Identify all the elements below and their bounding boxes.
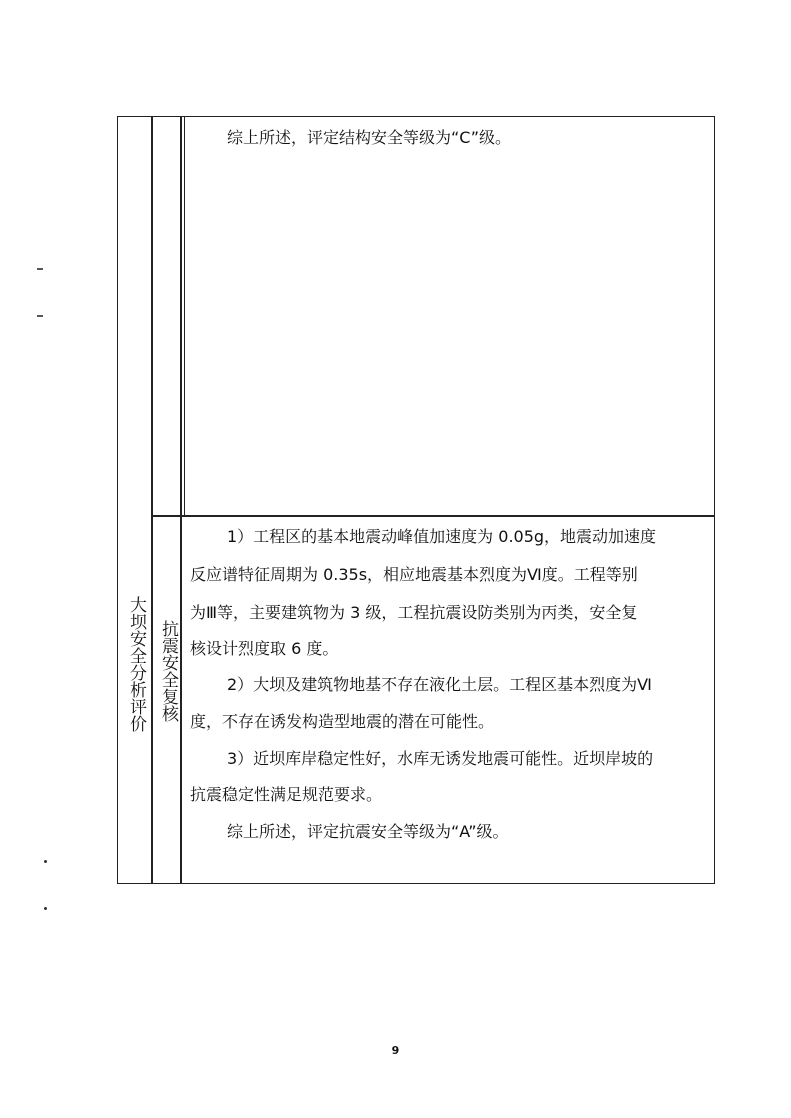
subsection-label: 抗震安全复核 (158, 620, 178, 722)
paragraph-line: 1）工程区的基本地震动峰值加速度为 0.05g，地震动加速度 (227, 527, 657, 546)
scan-mark (44, 907, 47, 910)
conclusion-paragraph: 综上所述，评定结构安全等级为“C”级。 (227, 128, 512, 147)
paragraph-line: 度，不存在诱发构造型地震的潜在可能性。 (190, 712, 495, 731)
page-number: 9 (391, 1044, 400, 1057)
paragraph-line: 抗震稳定性满足规范要求。 (190, 785, 383, 804)
scan-mark (37, 268, 43, 270)
scan-mark (37, 315, 43, 317)
paragraph-line: 核设计烈度取 6 度。 (190, 639, 339, 658)
section-label: 大坝安全分析评价 (126, 596, 146, 732)
scan-mark (44, 860, 47, 863)
paragraph-line: 3）近坝库岸稳定性好，水库无诱发地震可能性。近坝岸坡的 (227, 749, 654, 768)
column-divider (151, 116, 153, 884)
paragraph-line: 为Ⅲ等，主要建筑物为 3 级，工程抗震设防类别为丙类，安全复 (190, 603, 638, 622)
row-divider (151, 515, 715, 517)
column-divider (184, 116, 185, 516)
paragraph-line: 2）大坝及建筑物地基不存在液化土层。工程区基本烈度为Ⅵ (227, 675, 652, 694)
conclusion-paragraph: 综上所述，评定抗震安全等级为“A”级。 (227, 822, 509, 841)
column-divider (180, 116, 182, 884)
paragraph-line: 反应谱特征周期为 0.35s，相应地震基本烈度为Ⅵ度。工程等别 (190, 565, 638, 584)
